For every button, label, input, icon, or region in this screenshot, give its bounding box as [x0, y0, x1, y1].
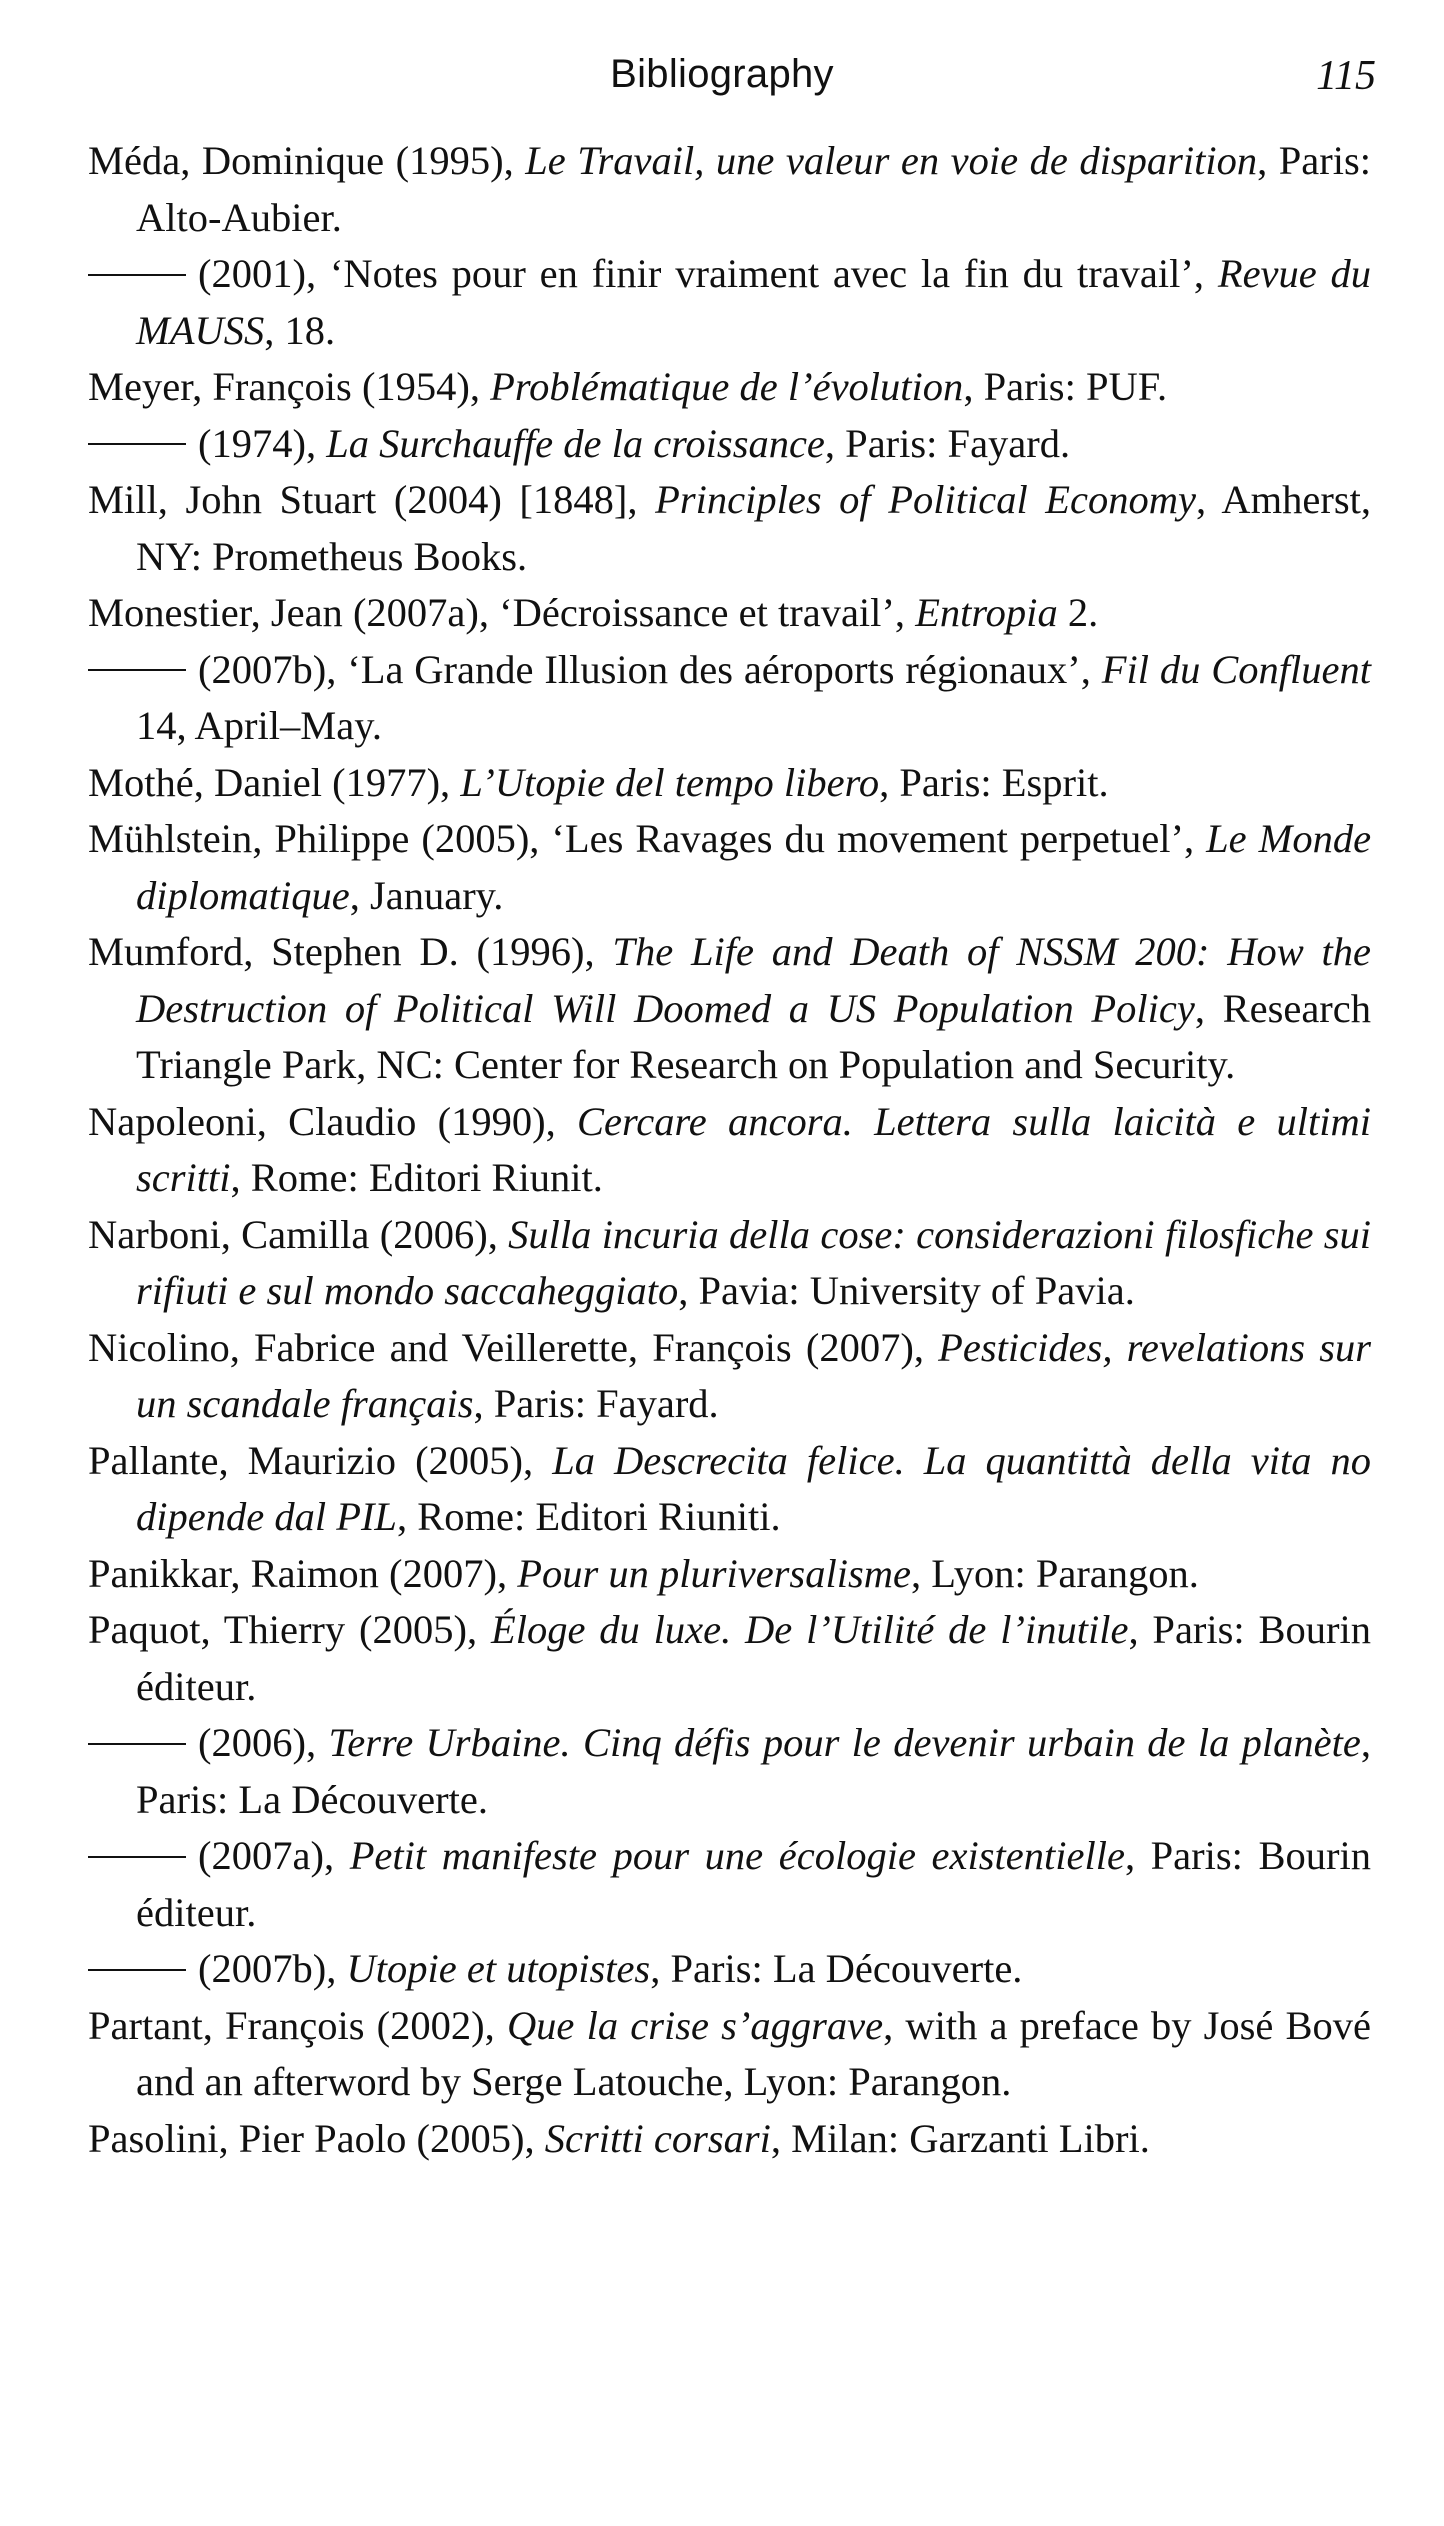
entry-rest: 14, April–May. [136, 703, 382, 748]
entry-rest: , Paris: Fayard. [824, 420, 1071, 466]
ditto-dash [88, 1969, 186, 1971]
entry-title: Éloge du luxe. De l’Utilité de l’inutile [490, 1607, 1129, 1652]
entry-author: Partant, François [88, 2002, 365, 2048]
entry-author: Mill, John Stuart [88, 477, 377, 522]
ditto-dash [88, 443, 186, 445]
entry-author: Napoleoni, Claudio [88, 1098, 417, 1144]
bib-entry [88, 1941, 1371, 1998]
entry-year: (1954), [361, 364, 481, 409]
page-number: 115 [1316, 53, 1376, 99]
bib-entry [88, 416, 1371, 473]
entry-year: (2004) [1848], [393, 477, 638, 522]
entry-year: (2007a), [352, 590, 490, 635]
entry-year: (2007b), [198, 646, 337, 692]
entry-author: Paquot, Thierry [88, 1607, 346, 1652]
entry-rest: , Rome: Editori Riuniti. [396, 1494, 781, 1539]
bib-entry [88, 1320, 1371, 1433]
page-header [0, 52, 1444, 112]
entry-title: Que la crise s’aggrave [506, 2002, 884, 2048]
bib-entry [88, 359, 1371, 416]
running-head: Bibliography [610, 52, 834, 96]
bib-entry [88, 811, 1371, 924]
entry-rest: , Research Triangle Park, NC: Center for Research on Population and Security. [136, 985, 1372, 1087]
entry-title: Problématique de l’évolution [490, 364, 964, 409]
entry-title: Terre Urbaine. Cinq défis pour le devenir urbain de la planète [328, 1720, 1361, 1765]
entry-rest: , 18. [264, 307, 336, 353]
entry-author: Méda, Dominique [88, 138, 385, 183]
entry-author: Mumford, Stephen D. [88, 929, 459, 974]
ditto-dash [88, 1856, 186, 1858]
entry-rest: , January. [349, 872, 504, 918]
entry-author: Pallante, Maurizio [88, 1437, 397, 1483]
entry-year: (1995), [395, 138, 514, 183]
entry-rest: , Paris: Bourin éditeur. [136, 1607, 1372, 1709]
entry-rest: , Paris: La Découverte. [650, 1946, 1023, 1991]
ditto-dash [88, 669, 186, 671]
entry-rest: , Lyon: Parangon. [910, 1550, 1199, 1596]
entry-journal: Le Monde diplomatique [136, 816, 1372, 918]
entry-title: L’Utopie del tempo libero [460, 759, 880, 805]
bib-entry [88, 1546, 1371, 1603]
bib-entry [88, 1433, 1371, 1546]
entry-author: Pasolini, Pier Paolo [88, 2115, 407, 2161]
bib-entry [88, 1207, 1371, 1320]
entry-year: (1974), [198, 420, 317, 466]
entry-year: (2007), [388, 1550, 508, 1596]
entry-year: (2007), [805, 1324, 924, 1370]
bib-entry [88, 246, 1371, 359]
entry-rest: , Pavia: University of Pavia. [678, 1268, 1135, 1313]
entry-title: Petit manifeste pour une écologie existentielle [349, 1833, 1125, 1878]
entry-article: ‘Notes pour en finir vraiment avec la fin du travail’, [329, 251, 1205, 296]
bib-entry [88, 472, 1371, 585]
entry-year: (1996), [476, 929, 595, 974]
bib-entry [88, 924, 1371, 1094]
entry-author: Meyer, François [88, 364, 352, 409]
entry-rest: , Amherst, NY: Prometheus Books. [136, 477, 1372, 579]
ditto-dash [88, 274, 186, 276]
entry-title: Le Travail, une valeur en voie de disparition [525, 138, 1258, 183]
entry-author: Mothé, Daniel [88, 759, 322, 805]
entry-journal: Entropia [915, 590, 1058, 635]
entry-rest: , Paris: Esprit. [879, 759, 1109, 805]
entry-year: (2007b), [198, 1946, 337, 1991]
entry-author: Panikkar, Raimon [88, 1550, 379, 1596]
entry-journal: Fil du Confluent [1101, 646, 1372, 692]
entry-journal: Revue du MAUSS [136, 251, 1372, 353]
bib-entry [88, 642, 1371, 755]
entry-rest: , Paris: Bourin éditeur. [136, 1833, 1372, 1935]
entry-year: (2006), [198, 1720, 317, 1765]
entry-title: Principles of Political Economy [655, 477, 1196, 522]
entry-article: ‘Décroissance et travail’, [499, 590, 906, 635]
entry-year: (1990), [437, 1098, 556, 1144]
bib-entry [88, 755, 1371, 812]
entry-year: (2002), [376, 2002, 495, 2048]
bib-entry [88, 1998, 1371, 2111]
entry-author: Mühlstein, Philippe [88, 816, 410, 861]
bib-entry [88, 1094, 1371, 1207]
entry-author: Narboni, Camilla [88, 1211, 370, 1257]
bib-entry [88, 1828, 1371, 1941]
entry-year: (2005), [359, 1607, 478, 1652]
entry-title: La Descrecita felice. La quantittà della vita no dipende dal PIL [136, 1437, 1371, 1539]
entry-rest: , Milan: Garzanti Libri. [770, 2115, 1150, 2161]
entry-title: Cercare ancora. Lettera sulla laicità e ultimi scritti [136, 1098, 1372, 1200]
entry-year: (2005), [421, 816, 540, 861]
entry-article: ‘La Grande Illusion des aéroports régionaux’, [347, 646, 1091, 692]
entry-article: ‘Les Ravages du movement perpetuel’, [551, 816, 1195, 861]
entry-title: Scritti corsari [544, 2115, 771, 2161]
entry-title: The Life and Death of NSSM 200: How the Destruction of Political Will Doomed a US Population Policy [136, 929, 1372, 1031]
bib-entry [88, 1602, 1371, 1715]
entry-rest: , Paris: PUF. [963, 364, 1168, 409]
bibliography-list [88, 133, 1371, 2167]
entry-title: Sulla incuria della cose: considerazioni filosfiche sui rifiuti e sul mondo saccaheggiato [136, 1211, 1372, 1313]
ditto-dash [88, 1743, 186, 1745]
entry-author: Nicolino, Fabrice and Veillerette, François [88, 1324, 792, 1370]
entry-year: (2005), [416, 2115, 535, 2161]
entry-rest: , Paris: La Découverte. [136, 1720, 1372, 1822]
entry-year: (2005), [415, 1437, 534, 1483]
bib-entry [88, 1715, 1371, 1828]
entry-year: (2006), [379, 1211, 498, 1257]
entry-year: (2007a), [198, 1833, 335, 1878]
entry-title: Utopie et utopistes [346, 1946, 651, 1991]
entry-rest: , Paris: Alto-Aubier. [136, 138, 1371, 240]
entry-title: Pesticides, revelations sur un scandale français [136, 1324, 1372, 1426]
entry-rest: 2. [1057, 590, 1099, 635]
entry-title: La Surchauffe de la croissance [326, 420, 825, 466]
bib-entry [88, 585, 1371, 642]
bib-entry [88, 133, 1371, 246]
bib-entry [88, 2111, 1371, 2168]
entry-author: Monestier, Jean [88, 590, 343, 635]
entry-title: Pour un pluriversalisme [517, 1550, 911, 1596]
entry-rest: , Rome: Editori Riunit. [230, 1155, 603, 1200]
entry-year: (2001), [198, 251, 317, 296]
entry-rest: , with a preface by José Bové and an afterword by Serge Latouche, Lyon: Parangon. [136, 2002, 1372, 2104]
entry-year: (1977), [332, 759, 451, 805]
entry-rest: , Paris: Fayard. [473, 1381, 719, 1426]
